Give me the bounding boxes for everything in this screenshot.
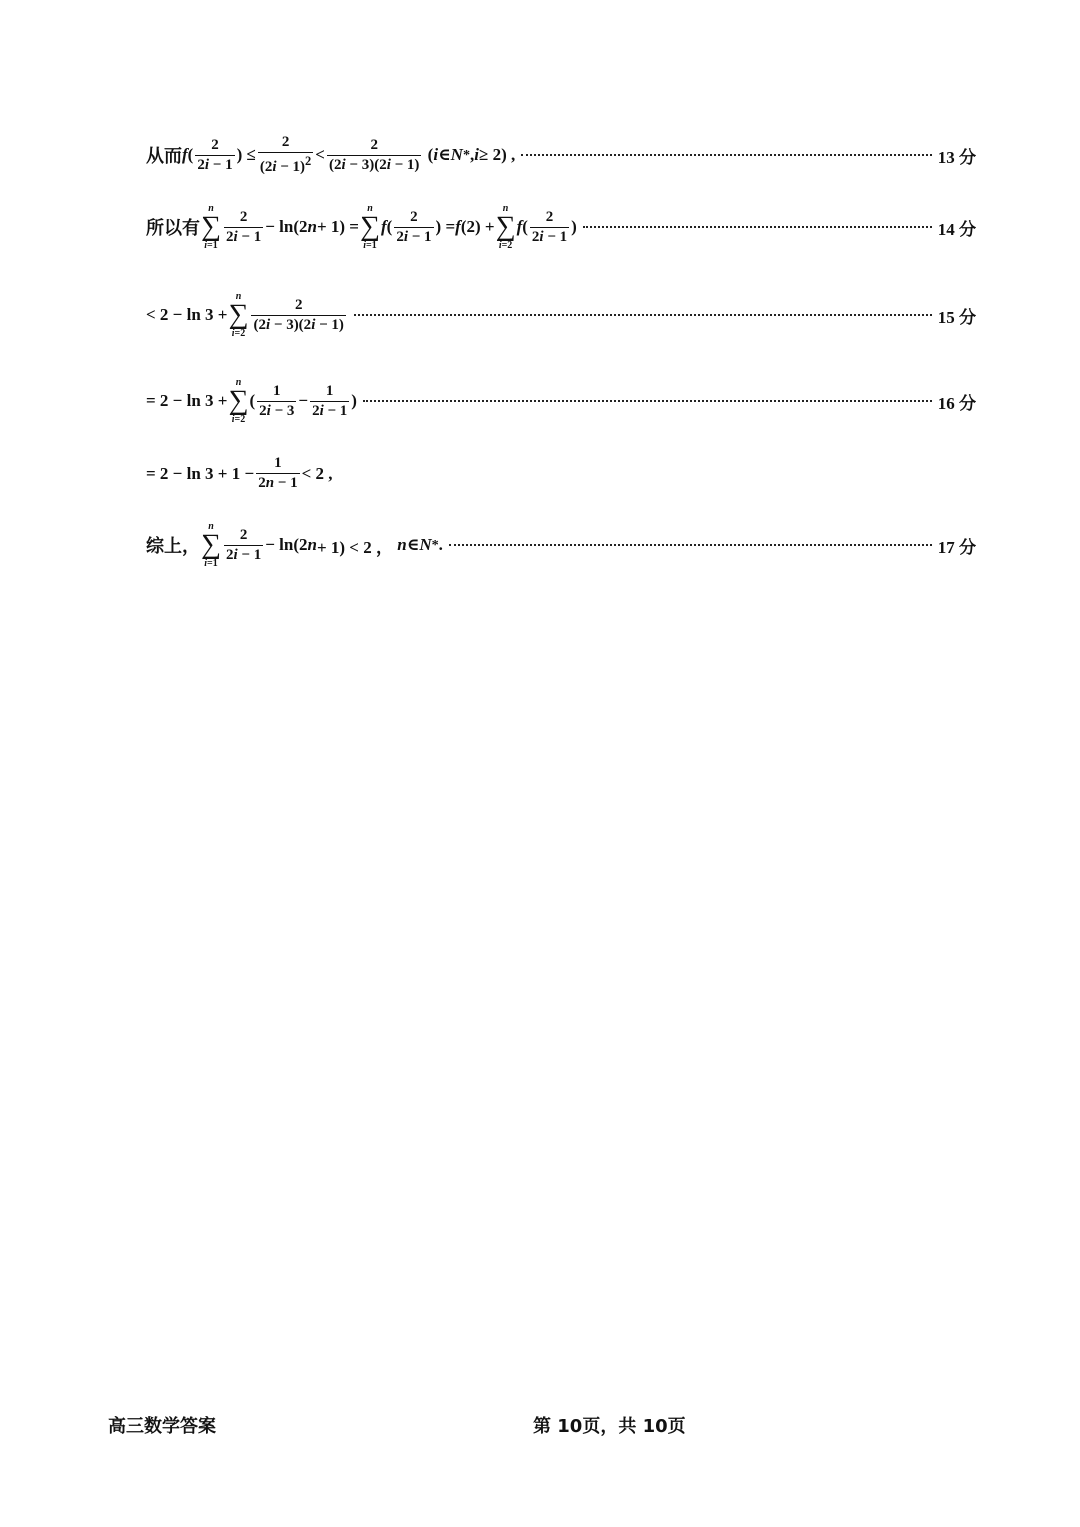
step-formula: f ( $\frac{2}{2i - 1}$ ) ≤ $\frac{2}{(2i - 1)^2}$ < $\frac{2}{(2i - 3)(2i - 1)}$ ( i ∈ N * , i ≥ 2) , xyxy=(182,134,516,176)
footer-left: 高三数学答案 xyxy=(108,1416,216,1437)
dotted-leader xyxy=(521,154,931,156)
solution-step-15 xyxy=(146,292,976,339)
step-formula: n ∑ i=1 $\frac{2}{2i - 1}$ − ln(2 n + 1) = n ∑ i=1 f ( $\frac{2}{2i - 1}$ ) = f (2) + n ∑ i=2 f ( $\frac{2}{2i - 1}$ ) xyxy=(201,203,577,251)
step-formula: n ∑ i=1 $\frac{2}{2i - 1}$ − ln(2 n + 1) < 2 ， n ∈ N * . xyxy=(201,521,443,569)
solution-step-14 xyxy=(146,204,976,251)
dotted-leader xyxy=(583,226,932,228)
step-formula: = 2 − ln 3 + 1 − $\frac{1}{2n - 1}$ < 2 , xyxy=(146,455,333,492)
dotted-leader xyxy=(363,400,932,402)
dotted-leader xyxy=(449,544,932,546)
step-score: 15 分 xyxy=(937,307,976,327)
solution-step-17 xyxy=(146,522,976,569)
step-lead-text: 从而 xyxy=(146,146,182,168)
step-formula: = 2 − ln 3 + n ∑ i=2 ( $\frac{1}{2i - 3}$ − $\frac{1}{2i - 1}$ ) xyxy=(146,377,357,425)
solution-step-16 xyxy=(146,378,976,425)
dotted-leader xyxy=(354,314,932,316)
solution-step-continuation xyxy=(146,455,976,493)
step-score: 16 分 xyxy=(937,393,976,413)
step-score: 17 分 xyxy=(937,537,976,557)
step-formula: < 2 − ln 3 + n ∑ i=2 $\frac{2}{(2i - 3)(2i - 1)}$ xyxy=(146,291,344,339)
step-lead-text: 综上， xyxy=(146,536,200,558)
step-score: 14 分 xyxy=(937,219,976,239)
solution-step-13 xyxy=(146,134,976,177)
page-number: 第 10页，共 10页 xyxy=(533,1416,686,1437)
step-score: 13 分 xyxy=(937,147,976,167)
step-lead-text: 所以有 xyxy=(146,218,200,240)
